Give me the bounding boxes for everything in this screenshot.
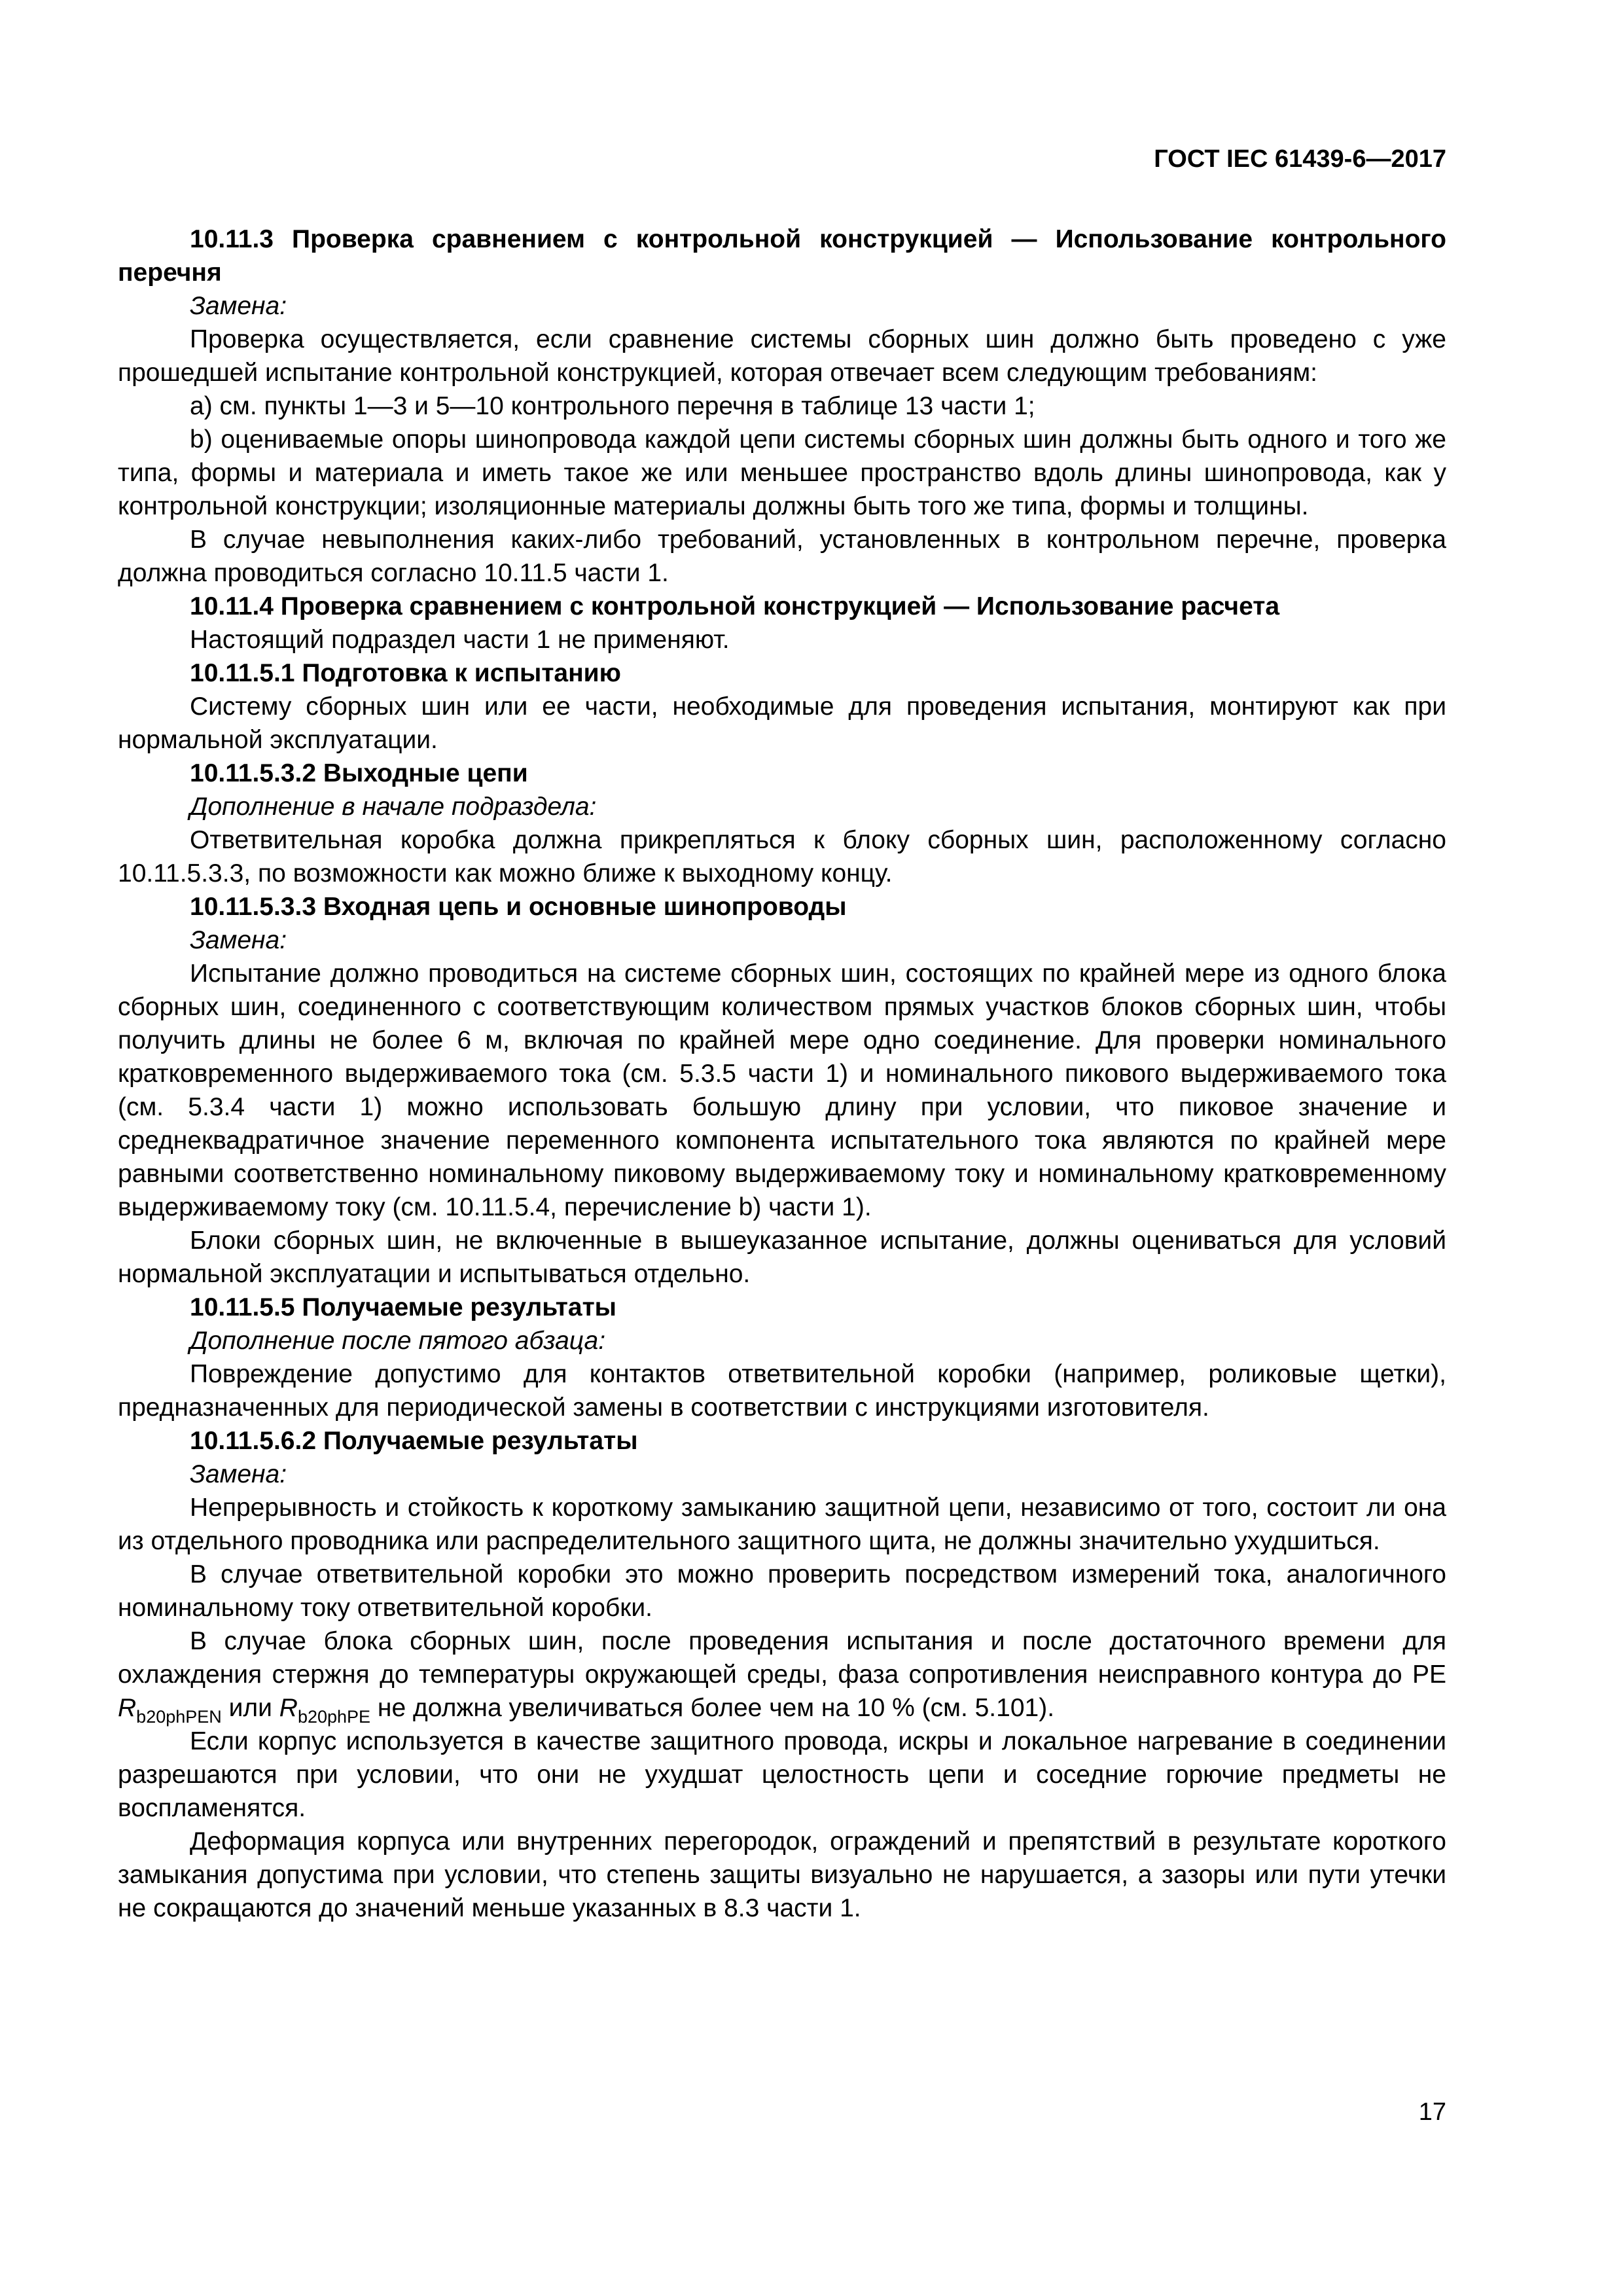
amendment-note: Замена: bbox=[190, 1460, 287, 1488]
paragraph: Деформация корпуса или внутренних перегородок, ограждений и препятствий в результате короткого замыкания допустима при условии, что степень защиты визуально не нарушается, а зазоры или пути утечки не сокращаются до значений меньше указанных в 8.3 части 1. bbox=[118, 1827, 1446, 1922]
paragraph-resistance-tail: не должна увеличиваться более чем на 10 % (см. 5.101). bbox=[377, 1694, 1055, 1722]
paragraph: В случае ответвительной коробки это можно проверить посредством измерений тока, аналогичного номинальному току ответвительной коробки. bbox=[118, 1560, 1446, 1622]
resistance-symbol: R bbox=[279, 1694, 298, 1722]
amendment-note: Дополнение в начале подраздела: bbox=[190, 793, 597, 821]
amendment-note: Замена: bbox=[190, 292, 287, 320]
paragraph: Настоящий подраздел части 1 не применяют. bbox=[190, 626, 730, 654]
paragraph: Повреждение допустимо для контактов ответвительной коробки (например, роликовые щетки), предназначенных для периодической замены в соответствии с инструкциями изготовителя. bbox=[118, 1360, 1446, 1422]
list-item-b: b) оцениваемые опоры шинопровода каждой цепи системы сборных шин должны быть одного и того же типа, формы и материала и иметь такое же или меньшее пространство вдоль длины шинопровода, как у контрольной конструкции; изоляционные материалы должны быть того же типа, формы и толщины. bbox=[118, 425, 1446, 520]
section-heading-10-11-3: 10.11.3 Проверка сравнением с контрольной конструкцией — Использование контрольного перечня bbox=[118, 225, 1446, 287]
amendment-note: Замена: bbox=[190, 926, 287, 954]
page-number: 17 bbox=[1418, 2098, 1446, 2126]
section-heading-10-11-5-5: 10.11.5.5 Получаемые результаты bbox=[190, 1293, 616, 1321]
section-heading-10-11-5-3-2: 10.11.5.3.2 Выходные цепи bbox=[190, 759, 528, 787]
document-body bbox=[118, 223, 1446, 1925]
paragraph: Если корпус используется в качестве защитного провода, искры и локальное нагревание в соединении разрешаются при условии, что они не ухудшат целостность цепи и соседние горючие предметы не воспламенятся. bbox=[118, 1727, 1446, 1822]
conjunction: или bbox=[228, 1694, 272, 1722]
paragraph: Проверка осуществляется, если сравнение системы сборных шин должно быть проведено с уже прошедшей испытание контрольной конструкцией, которая отвечает всем следующим требованиям: bbox=[118, 325, 1446, 387]
list-item-a: a) см. пункты 1—3 и 5—10 контрольного перечня в таблице 13 части 1; bbox=[190, 392, 1035, 420]
document-header: ГОСТ IEC 61439-6—2017 bbox=[1154, 145, 1446, 173]
resistance-subscript: b20phPE bbox=[297, 1707, 371, 1727]
section-heading-10-11-5-6-2: 10.11.5.6.2 Получаемые результаты bbox=[190, 1427, 638, 1455]
section-heading-10-11-5-1: 10.11.5.1 Подготовка к испытанию bbox=[190, 659, 621, 687]
paragraph: В случае невыполнения каких-либо требований, установленных в контрольном перечне, проверка должна проводиться согласно 10.11.5 части 1. bbox=[118, 526, 1446, 587]
resistance-subscript: b20phPEN bbox=[136, 1707, 222, 1727]
paragraph-resistance-text: В случае блока сборных шин, после проведения испытания и после достаточного времени для охлаждения стержня до температуры окружающей среды, фаза сопротивления неисправного контура до PE bbox=[118, 1627, 1446, 1689]
amendment-note: Дополнение после пятого абзаца: bbox=[190, 1327, 606, 1355]
section-heading-10-11-4: 10.11.4 Проверка сравнением с контрольной конструкцией — Использование расчета bbox=[190, 592, 1280, 620]
paragraph: Блоки сборных шин, не включенные в вышеуказанное испытание, должны оцениваться для условий нормальной эксплуатации и испытываться отдельно. bbox=[118, 1227, 1446, 1288]
paragraph-resistance bbox=[118, 1624, 1446, 1725]
resistance-symbol: R bbox=[118, 1694, 137, 1722]
paragraph: Непрерывность и стойкость к короткому замыканию защитной цепи, независимо от того, состоит ли она из отдельного проводника или распределительного защитного щита, не должны значительно ухудшиться. bbox=[118, 1494, 1446, 1555]
section-heading-10-11-5-3-3: 10.11.5.3.3 Входная цепь и основные шинопроводы bbox=[190, 893, 847, 921]
paragraph: Испытание должно проводиться на системе сборных шин, состоящих по крайней мере из одного блока сборных шин, соединенного с соответствующим количеством прямых участков блоков сборных шин, чтобы получить длины не более 6 м, включая по крайней мере одно соединение. Для проверки номинального кратковременного выдерживаемого тока (см. 5.3.5 части 1) и номинального пикового выдерживаемого тока (см. 5.3.4 части 1) можно использовать большую длину при условии, что пиковое значение и среднеквадратичное значение переменного компонента испытательного тока являются по крайней мере равными соответственно номинальному пиковому выдерживаемому току и номинальному кратковременному выдерживаемому току (см. 10.11.5.4, перечисление b) части 1). bbox=[118, 960, 1446, 1221]
paragraph: Систему сборных шин или ее части, необходимые для проведения испытания, монтируют как при нормальной эксплуатации. bbox=[118, 692, 1446, 754]
paragraph: Ответвительная коробка должна прикрепляться к блоку сборных шин, расположенному согласно 10.11.5.3.3, по возможности как можно ближе к выходному концу. bbox=[118, 826, 1446, 888]
